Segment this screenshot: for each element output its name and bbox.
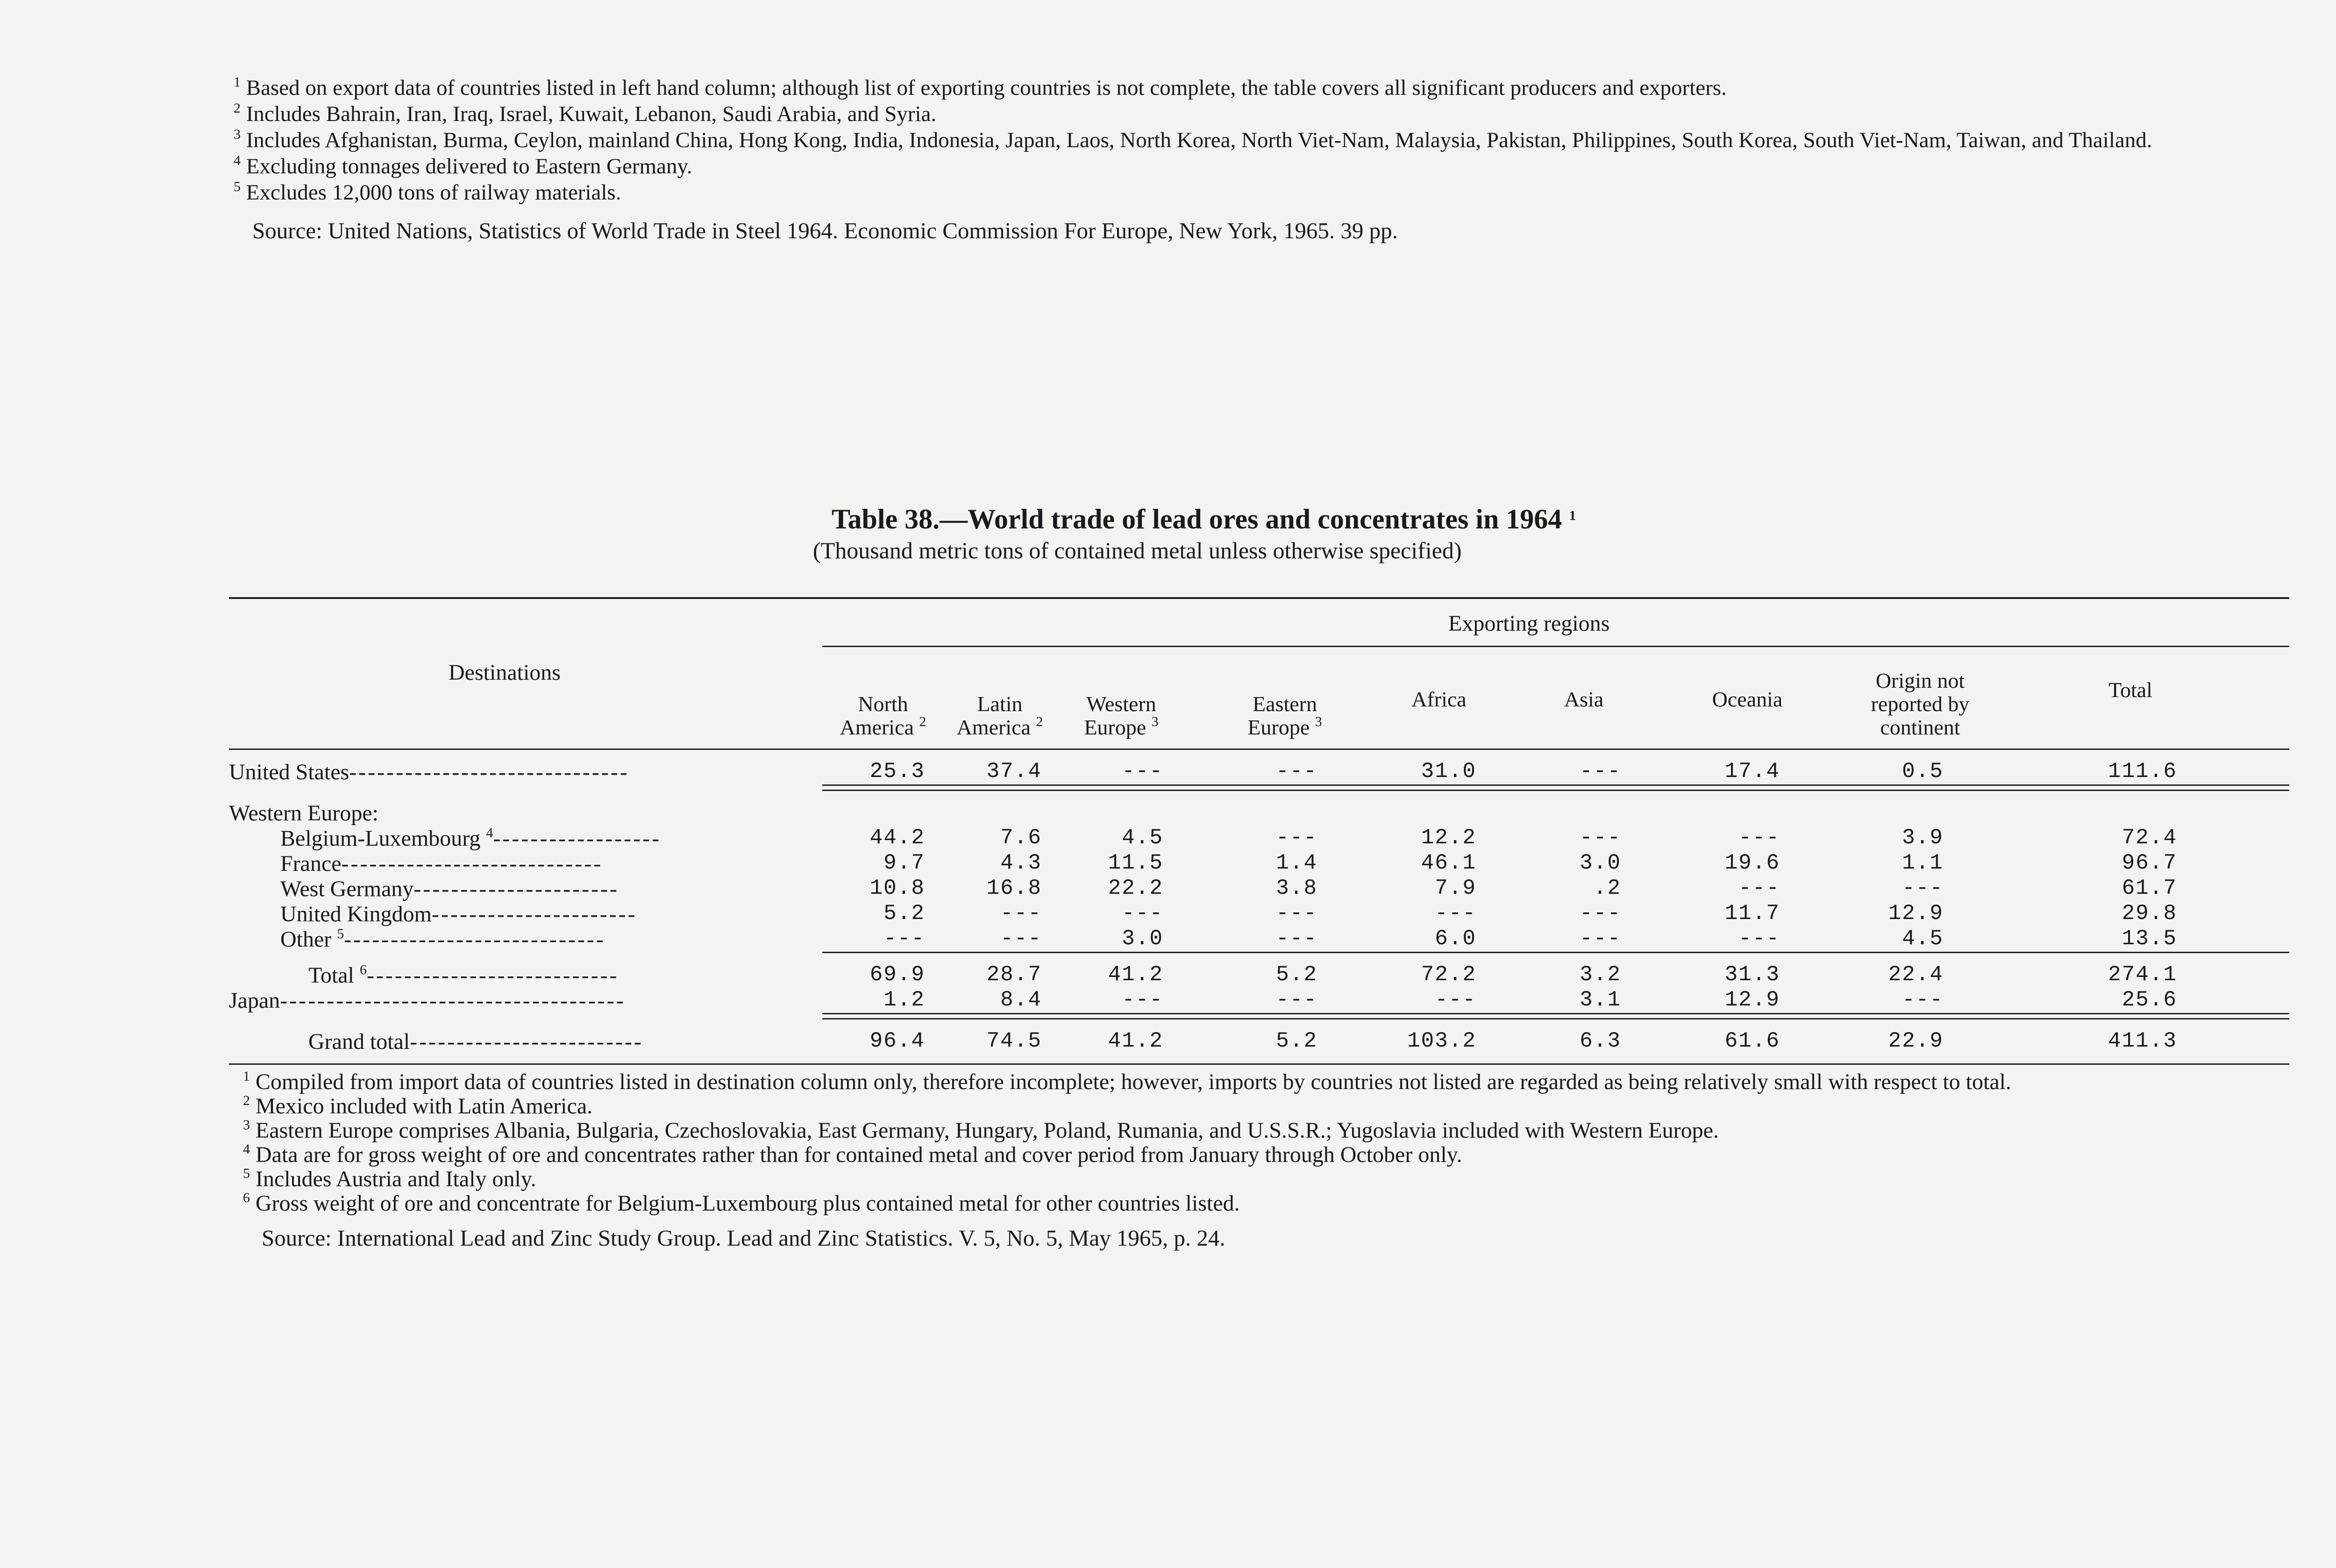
- table-cell: 5.2: [1276, 1029, 1318, 1053]
- table-cell: ---: [1000, 927, 1042, 951]
- table-cell: 41.2: [1108, 962, 1163, 987]
- table-cell: 7.6: [1000, 826, 1042, 850]
- table-cell: ---: [883, 927, 925, 951]
- table-cell: 1.2: [883, 988, 925, 1012]
- table-cell: 3.0: [1580, 851, 1621, 875]
- table-cell: ---: [1902, 988, 1944, 1012]
- table-cell: 25.6: [2122, 988, 2177, 1012]
- row-label: Japan-------------------------------------: [229, 988, 626, 1013]
- col-header-north-america: North America $^2$: [840, 692, 926, 739]
- table-cell: 46.1: [1421, 851, 1476, 875]
- table-cell: ---: [1276, 901, 1318, 926]
- footnote: $^2$ Includes Bahrain, Iran, Iraq, Israel, Kuwait, Lebanon, Saudi Arabia, and Syria.: [234, 100, 937, 126]
- table-cell: 5.2: [883, 901, 925, 926]
- row-label: Total $^6$---------------------------: [308, 962, 619, 988]
- table-cell: 96.4: [869, 1029, 925, 1053]
- table-cell: ---: [1738, 876, 1780, 900]
- table-cell: 1.1: [1902, 851, 1944, 875]
- col-header-africa: Africa: [1411, 687, 1467, 711]
- table-cell: 1.4: [1276, 851, 1318, 875]
- table-title-block: [607, 502, 1729, 565]
- footnote: $^3$ Includes Afghanistan, Burma, Ceylon, mainland China, Hong Kong, India, Indonesia, Japan, Laos, North Korea, North Viet-Nam, Malaysia, Pakistan, Philippines, South Korea, South Viet-Nam, Taiwan, and Thailand.: [234, 127, 2152, 152]
- row-label: West Germany----------------------: [280, 877, 620, 901]
- table-cell: ---: [1276, 988, 1318, 1012]
- source-note: Source: International Lead and Zinc Study Group. Lead and Zinc Statistics. V. 5, No. 5, May 1965, p. 24.: [262, 1225, 1225, 1251]
- top-footnotes: [224, 75, 2294, 244]
- table-row: [229, 759, 2289, 784]
- table-cell: 411.3: [2108, 1029, 2177, 1053]
- table-bottom-rule: [229, 1063, 2289, 1065]
- row-label: Belgium-Luxembourg $^4$------------------: [280, 825, 662, 851]
- table-row: [229, 1029, 2289, 1054]
- table-cell: 17.4: [1724, 759, 1780, 784]
- table-cell: 4.3: [1000, 851, 1042, 875]
- table-cell: 31.3: [1724, 962, 1780, 987]
- table-cell: ---: [1738, 826, 1780, 850]
- table-cell: 12.2: [1421, 826, 1476, 850]
- table-cell: 22.4: [1888, 962, 1944, 987]
- table-cell: 96.7: [2122, 851, 2177, 875]
- table-cell: ---: [1276, 927, 1318, 951]
- table-cell: 3.9: [1902, 826, 1944, 850]
- footnote: $^1$ Compiled from import data of countries listed in destination column only, therefore incomplete; however, imports by countries not listed are regarded as being relatively small with respect to total.: [243, 1069, 2011, 1094]
- table-cell: 0.5: [1902, 759, 1944, 784]
- lead-trade-table: [229, 597, 2289, 1065]
- row-label: Western Europe:: [229, 801, 379, 826]
- table-cell: 13.5: [2122, 927, 2177, 951]
- table-cell: 74.5: [986, 1029, 1042, 1053]
- col-header-asia: Asia: [1564, 687, 1604, 711]
- table-cell: 12.9: [1888, 901, 1944, 926]
- table-subtitle: (Thousand metric tons of contained metal unless otherwise specified): [813, 537, 1462, 563]
- table-cell: ---: [1580, 901, 1621, 926]
- table-cell: ---: [1122, 901, 1163, 926]
- table-cell: 29.8: [2122, 901, 2177, 926]
- table-row: [229, 927, 2289, 952]
- table-cell: 19.6: [1724, 851, 1780, 875]
- table-cell: 10.8: [869, 876, 925, 900]
- table-header: [229, 599, 2289, 748]
- row-label: United States------------------------------: [229, 760, 629, 784]
- table-row: [229, 876, 2289, 901]
- table-row: [229, 851, 2289, 876]
- table-cell: 4.5: [1902, 927, 1944, 951]
- table-cell: ---: [1435, 988, 1476, 1012]
- row-separator: [822, 1013, 2289, 1019]
- footnote: $^4$ Excluding tonnages delivered to Eastern Germany.: [234, 153, 692, 178]
- table-cell: ---: [1580, 759, 1621, 784]
- row-separator: [822, 784, 2289, 791]
- col-header-oceania: Oceania: [1712, 687, 1783, 711]
- table-cell: ---: [1122, 988, 1163, 1012]
- table-cell: 111.6: [2108, 759, 2177, 784]
- col-header-latin-america: Latin America $^2$: [956, 692, 1043, 739]
- table-cell: 9.7: [883, 851, 925, 875]
- footnote: $^3$ Eastern Europe comprises Albania, Bulgaria, Czechoslovakia, East Germany, Hungary, Poland, Rumania, and U.S.S.R.; Yugoslavia included with Western Europe.: [243, 1117, 1719, 1143]
- table-cell: 37.4: [986, 759, 1042, 784]
- table-cell: 5.2: [1276, 962, 1318, 987]
- row-label: France----------------------------: [280, 851, 603, 876]
- table-cell: 103.2: [1407, 1029, 1476, 1053]
- footnote: $^4$ Data are for gross weight of ore and concentrates rather than for contained metal and cover period from January through October only.: [243, 1141, 1462, 1167]
- table-cell: 4.5: [1122, 826, 1163, 850]
- table-cell: 3.2: [1580, 962, 1621, 987]
- table-cell: 28.7: [986, 962, 1042, 987]
- footnote: $^1$ Based on export data of countries listed in left hand column; although list of exporting countries is not complete, the table covers all significant producers and exporters.: [234, 74, 1727, 100]
- row-label: United Kingdom----------------------: [280, 902, 637, 927]
- table-cell: 7.9: [1435, 876, 1476, 900]
- table-cell: 61.7: [2122, 876, 2177, 900]
- col-header-eastern-europe: Eastern Europe $^3$: [1247, 692, 1322, 739]
- table-cell: 25.3: [869, 759, 925, 784]
- col-header-western-europe: Western Europe $^3$: [1084, 692, 1159, 739]
- table-row: [229, 901, 2289, 927]
- table-cell: 61.6: [1724, 1029, 1780, 1053]
- table-cell: 31.0: [1421, 759, 1476, 784]
- table-cell: ---: [1122, 759, 1163, 784]
- table-cell: ---: [1276, 826, 1318, 850]
- table-footnotes: [234, 1070, 2294, 1250]
- table-cell: 22.2: [1108, 876, 1163, 900]
- source-note: Source: United Nations, Statistics of World Trade in Steel 1964. Economic Commission For Europe, New York, 1965. 39 pp.: [252, 218, 1398, 243]
- col-header-origin-not-reported: Origin not reported by continent: [1871, 669, 1970, 739]
- table-cell: 69.9: [869, 962, 925, 987]
- row-label: Other $^5$----------------------------: [280, 926, 605, 952]
- table-cell: 11.5: [1108, 851, 1163, 875]
- footnote: $^5$ Excludes 12,000 tons of railway materials.: [234, 179, 621, 205]
- footnote: $^6$ Gross weight of ore and concentrate for Belgium-Luxembourg plus contained metal for other countries listed.: [243, 1190, 1240, 1216]
- table-cell: 72.2: [1421, 962, 1476, 987]
- table-cell: 6.0: [1435, 927, 1476, 951]
- table-cell: ---: [1580, 927, 1621, 951]
- col-header-total: Total: [2108, 678, 2152, 702]
- table-cell: 3.8: [1276, 876, 1318, 900]
- table-cell: 16.8: [986, 876, 1042, 900]
- table-cell: 41.2: [1108, 1029, 1163, 1053]
- table-cell: 8.4: [1000, 988, 1042, 1012]
- table-row: [229, 826, 2289, 851]
- table-row: [229, 962, 2289, 988]
- table-cell: 274.1: [2108, 962, 2177, 987]
- table-cell: 72.4: [2122, 826, 2177, 850]
- table-cell: ---: [1276, 759, 1318, 784]
- table-cell: ---: [1435, 901, 1476, 926]
- table-cell: 12.9: [1724, 988, 1780, 1012]
- table-cell: ---: [1902, 876, 1944, 900]
- table-title: Table 38.—World trade of lead ores and concentrates in 1964 $^1$: [832, 504, 1576, 535]
- table-row: [229, 800, 2289, 826]
- table-cell: 44.2: [869, 826, 925, 850]
- table-cell: 3.0: [1122, 927, 1163, 951]
- footnote: $^5$ Includes Austria and Italy only.: [243, 1166, 536, 1191]
- destinations-header: Destinations: [449, 660, 561, 685]
- row-label: Grand total-------------------------: [308, 1029, 643, 1054]
- exporting-regions-header: Exporting regions: [1448, 611, 1610, 636]
- table-cell: ---: [1738, 927, 1780, 951]
- table-cell: .2: [1593, 876, 1621, 900]
- table-row: [229, 988, 2289, 1013]
- footnote: $^2$ Mexico included with Latin America.: [243, 1093, 593, 1119]
- table-cell: 3.1: [1580, 988, 1621, 1012]
- table-cell: 22.9: [1888, 1029, 1944, 1053]
- table-cell: ---: [1000, 901, 1042, 926]
- table-cell: ---: [1580, 826, 1621, 850]
- table-cell: 6.3: [1580, 1029, 1621, 1053]
- table-cell: 11.7: [1724, 901, 1780, 926]
